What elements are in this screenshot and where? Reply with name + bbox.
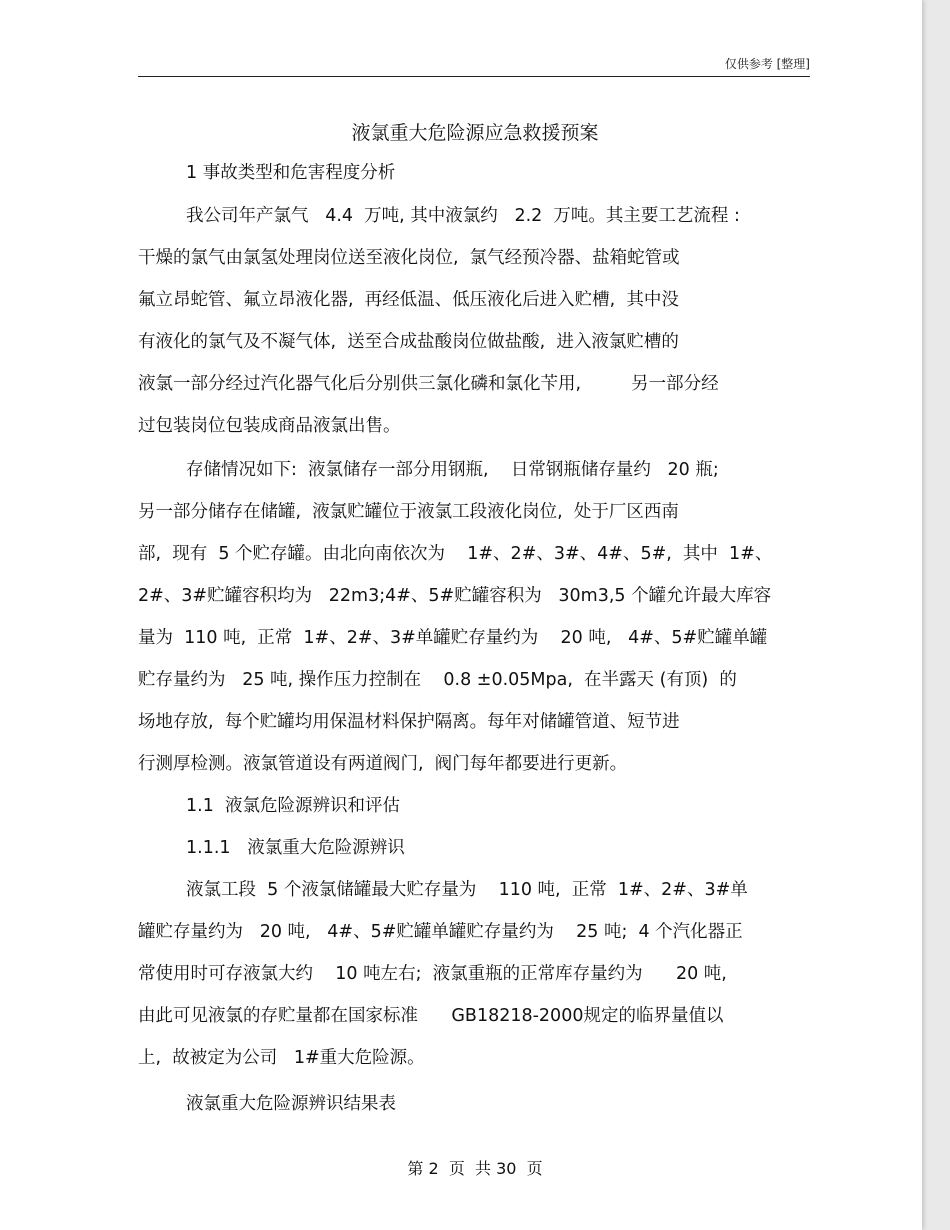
paragraph-line: 过包装岗位包装成商品液氯出售。 bbox=[138, 416, 401, 436]
paragraph-line: 场地存放, 每个贮罐均用保温材料保护隔离。每年对储罐管道、短节进 bbox=[138, 712, 680, 732]
paragraph-line: 贮存量约为 25 吨, 操作压力控制在 0.8 ±0.05Mpa, 在半露天 (有顶) 的 bbox=[138, 670, 737, 690]
paragraph-line: 常使用时可存液氯大约 10 吨左右; 液氯重瓶的正常库存量约为 20 吨, bbox=[138, 964, 727, 984]
paragraph-line: 存储情况如下: 液氯储存一部分用钢瓶, 日常钢瓶储存量约 20 瓶; bbox=[186, 460, 719, 480]
paragraph-line: 液氯工段 5 个液氯储罐最大贮存量为 110 吨, 正常 1#、2#、3#单 bbox=[186, 880, 748, 900]
section-heading-1-1-1: 1.1.1 液氯重大危险源辨识 bbox=[186, 838, 405, 858]
paragraph-line: 氟立昂蛇管、氟立昂液化器, 再经低温、低压液化后进入贮槽, 其中没 bbox=[138, 290, 679, 310]
paragraph-line: 量为 110 吨, 正常 1#、2#、3#单罐贮存量约为 20 吨, 4#、5#贮罐单罐 bbox=[138, 628, 768, 648]
paragraph-line: 行测厚检测。液氯管道设有两道阀门, 阀门每年都要进行更新。 bbox=[138, 754, 628, 774]
header-rule bbox=[138, 76, 810, 77]
document-title: 液氯重大危险源应急救援预案 bbox=[351, 122, 599, 144]
paragraph-line: 罐贮存量约为 20 吨, 4#、5#贮罐单罐贮存量约为 25 吨; 4 个汽化器正 bbox=[138, 922, 743, 942]
paragraph-line: 另一部分储存在储罐, 液氯贮罐位于液氯工段液化岗位, 处于厂区西南 bbox=[138, 502, 679, 522]
page-number: 第 2 页 共 30 页 bbox=[407, 1159, 543, 1178]
paragraph-line: 2#、3#贮罐容积均为 22m3;4#、5#贮罐容积为 30m3,5 个罐允许最大库容 bbox=[138, 586, 772, 606]
paragraph-line: 有液化的氯气及不凝气体, 送至合成盐酸岗位做盐酸, 进入液氯贮槽的 bbox=[138, 332, 679, 352]
paragraph-line: 上, 故被定为公司 1#重大危险源。 bbox=[138, 1048, 425, 1068]
paragraph-line: 部, 现有 5 个贮存罐。由北向南依次为 1#、2#、3#、4#、5#, 其中 1#、 bbox=[138, 544, 773, 564]
paragraph-line: 干燥的氯气由氯氢处理岗位送至液化岗位, 氯气经预冷器、盐箱蛇管或 bbox=[138, 248, 680, 268]
section-heading-1: 1 事故类型和危害程度分析 bbox=[186, 163, 396, 183]
section-heading-1-1: 1.1 液氯危险源辨识和评估 bbox=[186, 796, 400, 816]
header-note: 仅供参考 [整理] bbox=[724, 57, 810, 71]
paragraph-line: 由此可见液氯的存贮量都在国家标准 GB18218-2000规定的临界量值以 bbox=[138, 1006, 724, 1026]
paragraph-line: 我公司年产氯气 4.4 万吨, 其中液氯约 2.2 万吨。其主要工艺流程 : bbox=[186, 206, 740, 226]
paragraph-line: 液氯一部分经过汽化器气化后分别供三氯化磷和氯化苄用, 另一部分经 bbox=[138, 374, 719, 394]
table-caption: 液氯重大危险源辨识结果表 bbox=[186, 1094, 396, 1114]
